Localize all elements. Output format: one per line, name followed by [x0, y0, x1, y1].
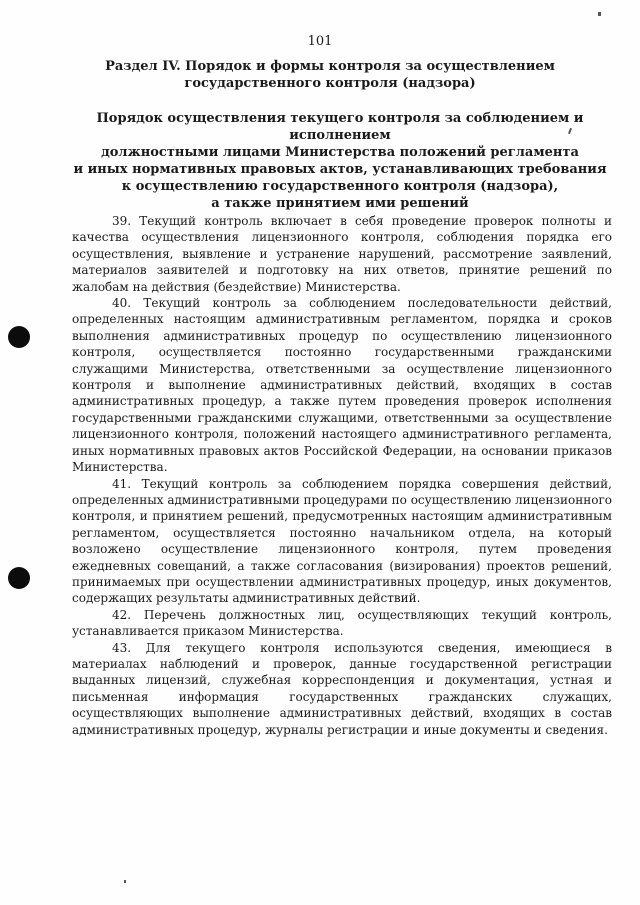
- document-body: [72, 213, 612, 738]
- page-number: 101: [307, 34, 333, 49]
- section-title: [60, 58, 600, 92]
- punch-hole: [8, 567, 30, 589]
- subsection-title-line: а также принятием ими решений: [211, 196, 469, 211]
- scan-speck: [598, 12, 601, 16]
- scan-speck: [124, 880, 126, 883]
- subsection-title: [70, 110, 610, 212]
- subsection-title-line: к осуществлению государственного контроля (надзора),: [121, 179, 559, 194]
- subsection-title-line: должностными лицами Министерства положений регламента: [101, 145, 579, 160]
- subsection-title-line: и иных нормативных правовых актов, устанавливающих требования: [73, 162, 607, 177]
- punch-hole: [8, 326, 30, 348]
- paragraph-40: 40. Текущий контроль за соблюдением последовательности действий, определенных настоящим административным регламентом, порядка и сроков выполнения административных процедур по осуществлению лицензионного контроля, осуществляется постоянно государственными гражданскими служащими Министерства, ответственными за осуществление лицензионного контроля и выполнение административных действий, входящих в состав административных процедур, а также путем проведения проверок исполнения государственными гражданскими служащими, ответственными за осуществление лицензионного контроля, положений настоящего административного регламента, иных нормативных правовых актов Российской Федерации, на основании приказов Министерства.: [72, 296, 612, 475]
- paragraph-42: 42. Перечень должностных лиц, осуществляющих текущий контроль, устанавливается приказом Министерства.: [72, 607, 612, 639]
- subsection-title-line: Порядок осуществления текущего контроля за соблюдением и исполнением: [96, 111, 584, 143]
- section-title-line: Раздел IV. Порядок и формы контроля за осуществлением: [105, 59, 555, 74]
- paragraph-43: 43. Для текущего контроля используются сведения, имеющиеся в материалах наблюдений и проверок, данные государственной регистрации выданных лицензий, служебная корреспонденция и документация, устная и письменная информация государственных гражданских служащих, осуществляющих выполнение административных действий, входящих в состав административных процедур, журналы регистрации и иные документы и сведения.: [72, 640, 612, 737]
- paragraph-39: 39. Текущий контроль включает в себя проведение проверок полноты и качества осуществления лицензионного контроля, соблюдения порядка его осуществления, выявление и устранение нарушений, рассмотрение заявлений, материалов заявителей и подготовку на них ответов, принятие решений по жалобам на действия (бездействие) Министерства.: [72, 214, 612, 294]
- section-title-line: государственного контроля (надзора): [184, 76, 476, 91]
- paragraph-41: 41. Текущий контроль за соблюдением порядка совершения действий, определенных административными процедурами по осуществлению лицензионного контроля, и принятием решений, предусмотренных настоящим административным регламентом, осуществляется постоянно начальником отдела, на который возложено осуществление лицензионного контроля, путем проведения ежедневных совещаний, а также согласования (визирования) проектов решений, принимаемых при осуществлении административных процедур, иных документов, содержащих результаты административных действий.: [72, 476, 612, 606]
